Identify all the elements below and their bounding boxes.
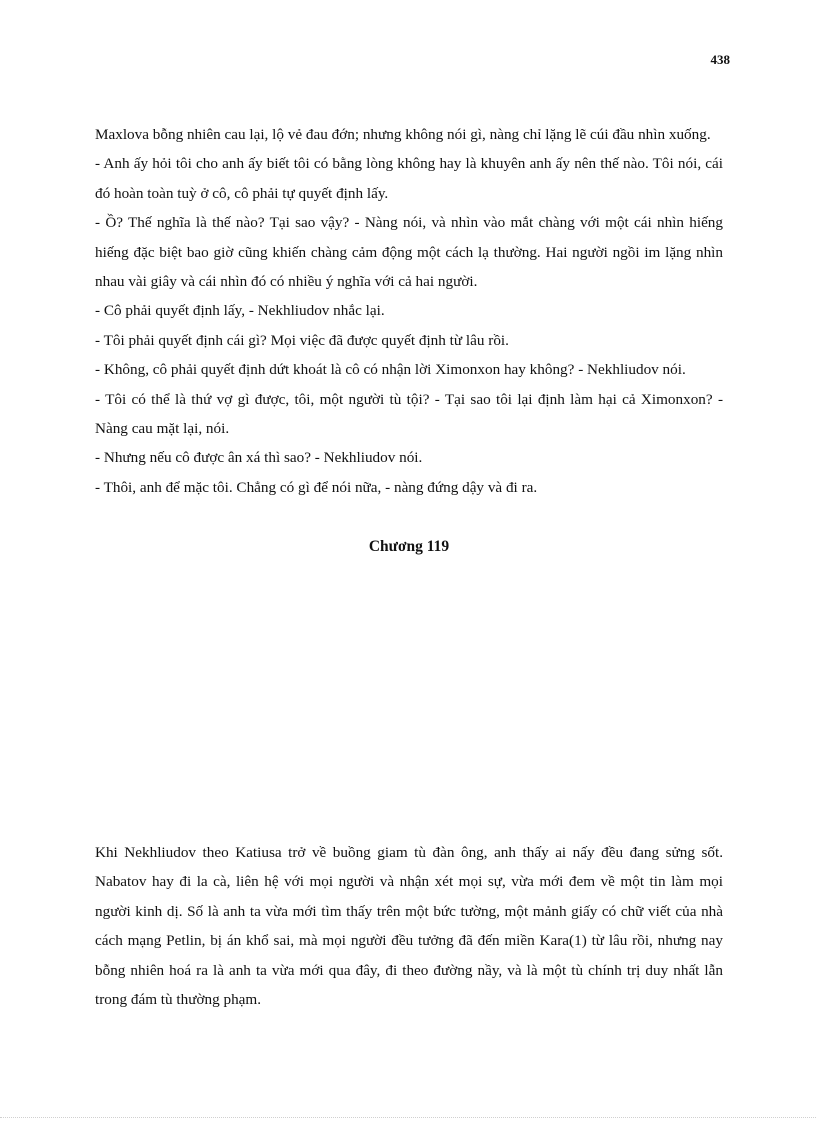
paragraph: - Không, cô phải quyết định dứt khoát là cô có nhận lời Ximonxon hay không? - Nekhliudov nói. <box>95 361 686 379</box>
chapter-body <box>95 838 723 1014</box>
paragraph: - Anh ấy hỏi tôi cho anh ấy biết tôi có bằng lòng không hay là khuyên anh ấy nên thế nào. Tôi nói, cái đó hoàn toàn tuỳ ở cô, cô phải tự quyết định lấy. <box>95 155 723 202</box>
paragraph: - Tôi phải quyết định cái gì? Mọi việc đã được quyết định từ lâu rồi. <box>95 331 509 349</box>
paragraph: Maxlova bỗng nhiên cau lại, lộ vẻ đau đớn; nhưng không nói gì, nàng chỉ lặng lẽ cúi đầu nhìn xuống. <box>95 126 711 143</box>
page-bottom-divider <box>0 1117 816 1118</box>
paragraph: - Cô phải quyết định lấy, - Nekhliudov nhắc lại. <box>95 302 385 320</box>
paragraph: Khi Nekhliudov theo Katiusa trở về buồng giam tù đàn ông, anh thấy ai nấy đều đang sửng sốt. Nabatov hay đi la cà, liên hệ với mọi người và nhận xét mọi sự, vừa mới đem về một tin làm mọi người kinh dị. Số là anh ta vừa mới tìm thấy trên một bức tường, một mảnh giấy có chữ viết của nhà cách mạng Petlin, bị án khổ sai, mà mọi người đều tưởng đã đến miền Kara(1) từ lâu rồi, nhưng nay bỗng nhiên hoá ra là anh ta vừa mới qua đây, đi theo đường nầy, và là một tù chính trị duy nhất lẫn trong đám tù thường phạm. <box>95 844 723 1009</box>
paragraph: - Tôi có thể là thứ vợ gì được, tôi, một người tù tội? - Tại sao tôi lại định làm hại cả Ximonxon? - Nàng cau mặt lại, nói. <box>95 390 723 438</box>
paragraph: - Thôi, anh để mặc tôi. Chẳng có gì để nói nữa, - nàng đứng dậy và đi ra. <box>95 478 538 496</box>
paragraph: - Nhưng nếu cô được ân xá thì sao? - Nekhliudov nói. <box>95 449 423 467</box>
paragraph: - Ồ? Thế nghĩa là thế nào? Tại sao vậy? - Nàng nói, và nhìn vào mắt chàng với một cái nhìn hiếng hiếng đặc biệt bao giờ cũng khiến chàng cảm động một cách lạ thường. Hai người ngồi im lặng nhìn nhau vài giây và cái nhìn đó có nhiều ý nghĩa với cả hai người. <box>95 214 723 291</box>
chapter-title: Chương 119 <box>368 538 450 555</box>
page-number: 438 <box>710 52 730 67</box>
dialogue-section <box>95 120 723 502</box>
